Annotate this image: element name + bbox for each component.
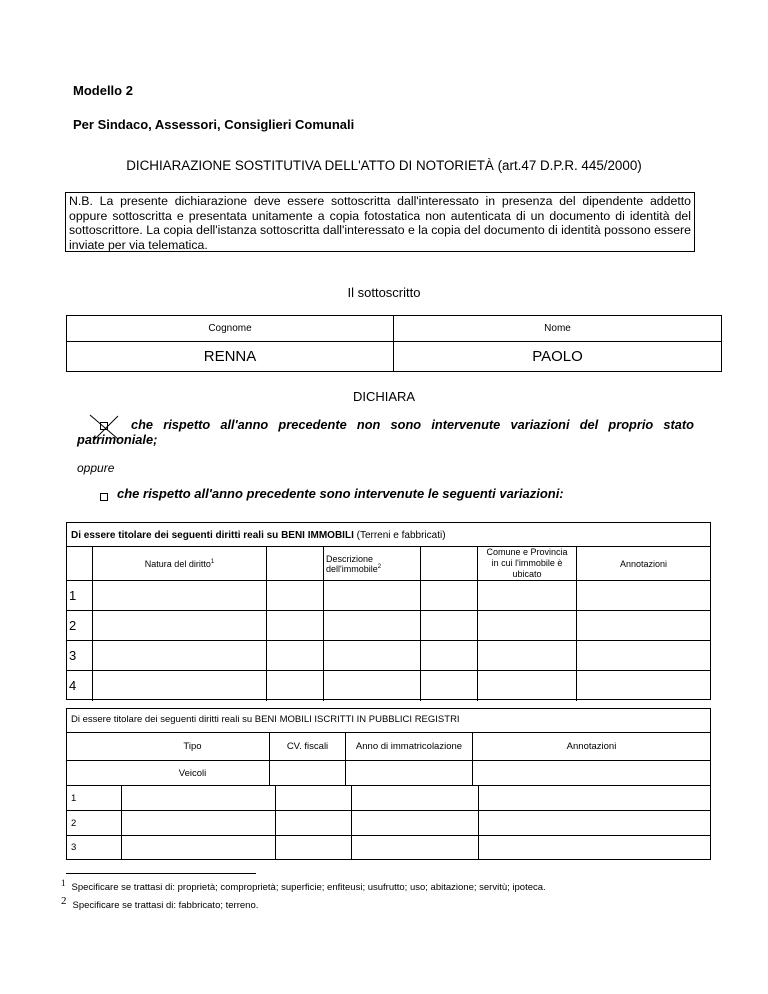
row-number: 1	[66, 786, 122, 811]
descrizione-header: Descrizione dell'immobile$^2$	[324, 547, 421, 581]
table-cell[interactable]	[276, 811, 352, 836]
table-cell[interactable]	[267, 581, 324, 611]
table-cell[interactable]	[577, 671, 711, 701]
mobili-annotazioni-header: Annotazioni	[473, 733, 711, 761]
table-cell[interactable]	[93, 671, 267, 701]
table-cell[interactable]	[324, 671, 421, 701]
option2-checkbox[interactable]	[100, 493, 108, 501]
table-cell[interactable]	[577, 611, 711, 641]
row-number: 4	[66, 671, 93, 701]
table-cell[interactable]	[93, 611, 267, 641]
option1-text-cont: patrimoniale;	[77, 432, 158, 447]
natura-header: Natura del diritto$^1$	[93, 547, 267, 581]
table-cell[interactable]	[122, 786, 276, 811]
table-cell[interactable]	[479, 786, 711, 811]
subtitle: Per Sindaco, Assessori, Consiglieri Comunali	[73, 117, 355, 132]
signer-table	[66, 315, 722, 372]
immobili-table	[66, 546, 710, 701]
table-cell[interactable]	[577, 581, 711, 611]
oppure-text: oppure	[77, 461, 115, 475]
table-cell[interactable]	[93, 641, 267, 671]
row-number: 2	[66, 611, 93, 641]
cognome-value[interactable]: RENNA	[67, 342, 394, 372]
table-cell[interactable]	[479, 811, 711, 836]
table-cell[interactable]	[267, 611, 324, 641]
table-cell[interactable]	[421, 671, 478, 701]
table-cell[interactable]	[478, 611, 577, 641]
nome-value[interactable]: PAOLO	[394, 342, 722, 372]
tipo-header: Tipo	[116, 733, 270, 761]
table-row	[66, 581, 710, 611]
table-row	[66, 671, 710, 701]
table-cell[interactable]	[478, 581, 577, 611]
option2-text: che rispetto all'anno precedente sono intervenute le seguenti variazioni:	[117, 486, 564, 501]
table-row	[66, 811, 710, 836]
anno-header: Anno di immatricolazione	[346, 733, 473, 761]
annotazioni-header: Annotazioni	[577, 547, 711, 581]
table-cell[interactable]	[478, 671, 577, 701]
cognome-label: Cognome	[67, 316, 394, 342]
row-number: 3	[66, 641, 93, 671]
table-cell[interactable]	[577, 641, 711, 671]
table-cell[interactable]	[352, 786, 479, 811]
model-label: Modello 2	[73, 83, 133, 98]
table-cell[interactable]	[276, 786, 352, 811]
table-cell[interactable]	[267, 671, 324, 701]
table-cell[interactable]	[479, 836, 711, 859]
veicoli-label: Veicoli	[116, 761, 270, 786]
table-cell[interactable]	[93, 581, 267, 611]
table-cell[interactable]	[267, 641, 324, 671]
comune-header: Comune e Provincia in cui l'immobile è ubicato	[478, 547, 577, 581]
table-row	[66, 836, 710, 859]
footnote-divider	[66, 873, 256, 874]
table-cell[interactable]	[352, 836, 479, 859]
table-cell[interactable]	[324, 581, 421, 611]
table-cell[interactable]	[276, 836, 352, 859]
mobili-table	[66, 732, 710, 786]
table-row	[66, 641, 710, 671]
table-cell[interactable]	[478, 641, 577, 671]
table-cell[interactable]	[122, 836, 276, 859]
immobili-title: Di essere titolare dei seguenti diritti reali su BENI IMMOBILI (Terreni e fabbricati)	[71, 530, 446, 541]
mobili-rows	[66, 785, 710, 859]
declaration-heading: DICHIARA	[352, 389, 416, 404]
cv-header: CV. fiscali	[270, 733, 346, 761]
mobili-title: Di essere titolare dei seguenti diritti reali su BENI MOBILI ISCRITTI IN PUBBLICI REGISTRI	[71, 714, 460, 725]
row-number: 1	[66, 581, 93, 611]
table-cell[interactable]	[324, 641, 421, 671]
note-box: N.B. La presente dichiarazione deve essere sottoscritta dall'interessato in presenza del dipendente addetto oppure sottoscritta e presentata unitamente a copia fotostatica non autenticata di un documento di identità del sottoscrittore. La copia dell'istanza sottoscritta dall'interessato e la copia del documento di identità possono essere inviate per via telematica.	[65, 192, 695, 252]
row-number: 2	[66, 811, 122, 836]
table-cell[interactable]	[421, 581, 478, 611]
document-title: DICHIARAZIONE SOSTITUTIVA DELL'ATTO DI NOTORIETÀ (art.47 D.P.R. 445/2000)	[126, 158, 642, 173]
nome-label: Nome	[394, 316, 722, 342]
table-row	[66, 786, 710, 811]
footnote-2: 2 Specificare se trattasi di: fabbricato; terreno.	[61, 895, 259, 911]
option1-text: che rispetto all'anno precedente non sono intervenute variazioni del proprio stato	[131, 417, 694, 432]
table-cell[interactable]	[421, 611, 478, 641]
table-cell[interactable]	[421, 641, 478, 671]
table-cell[interactable]	[352, 811, 479, 836]
table-cell[interactable]	[122, 811, 276, 836]
row-number: 3	[66, 836, 122, 859]
footnote-1: 1 Specificare se trattasi di: proprietà; comproprietà; superficie; enfiteusi; usufrutto; uso; abitazione; servitù; ipoteca.	[61, 878, 546, 893]
table-cell[interactable]	[324, 611, 421, 641]
signer-heading: Il sottoscritto	[347, 285, 421, 300]
table-row	[66, 611, 710, 641]
